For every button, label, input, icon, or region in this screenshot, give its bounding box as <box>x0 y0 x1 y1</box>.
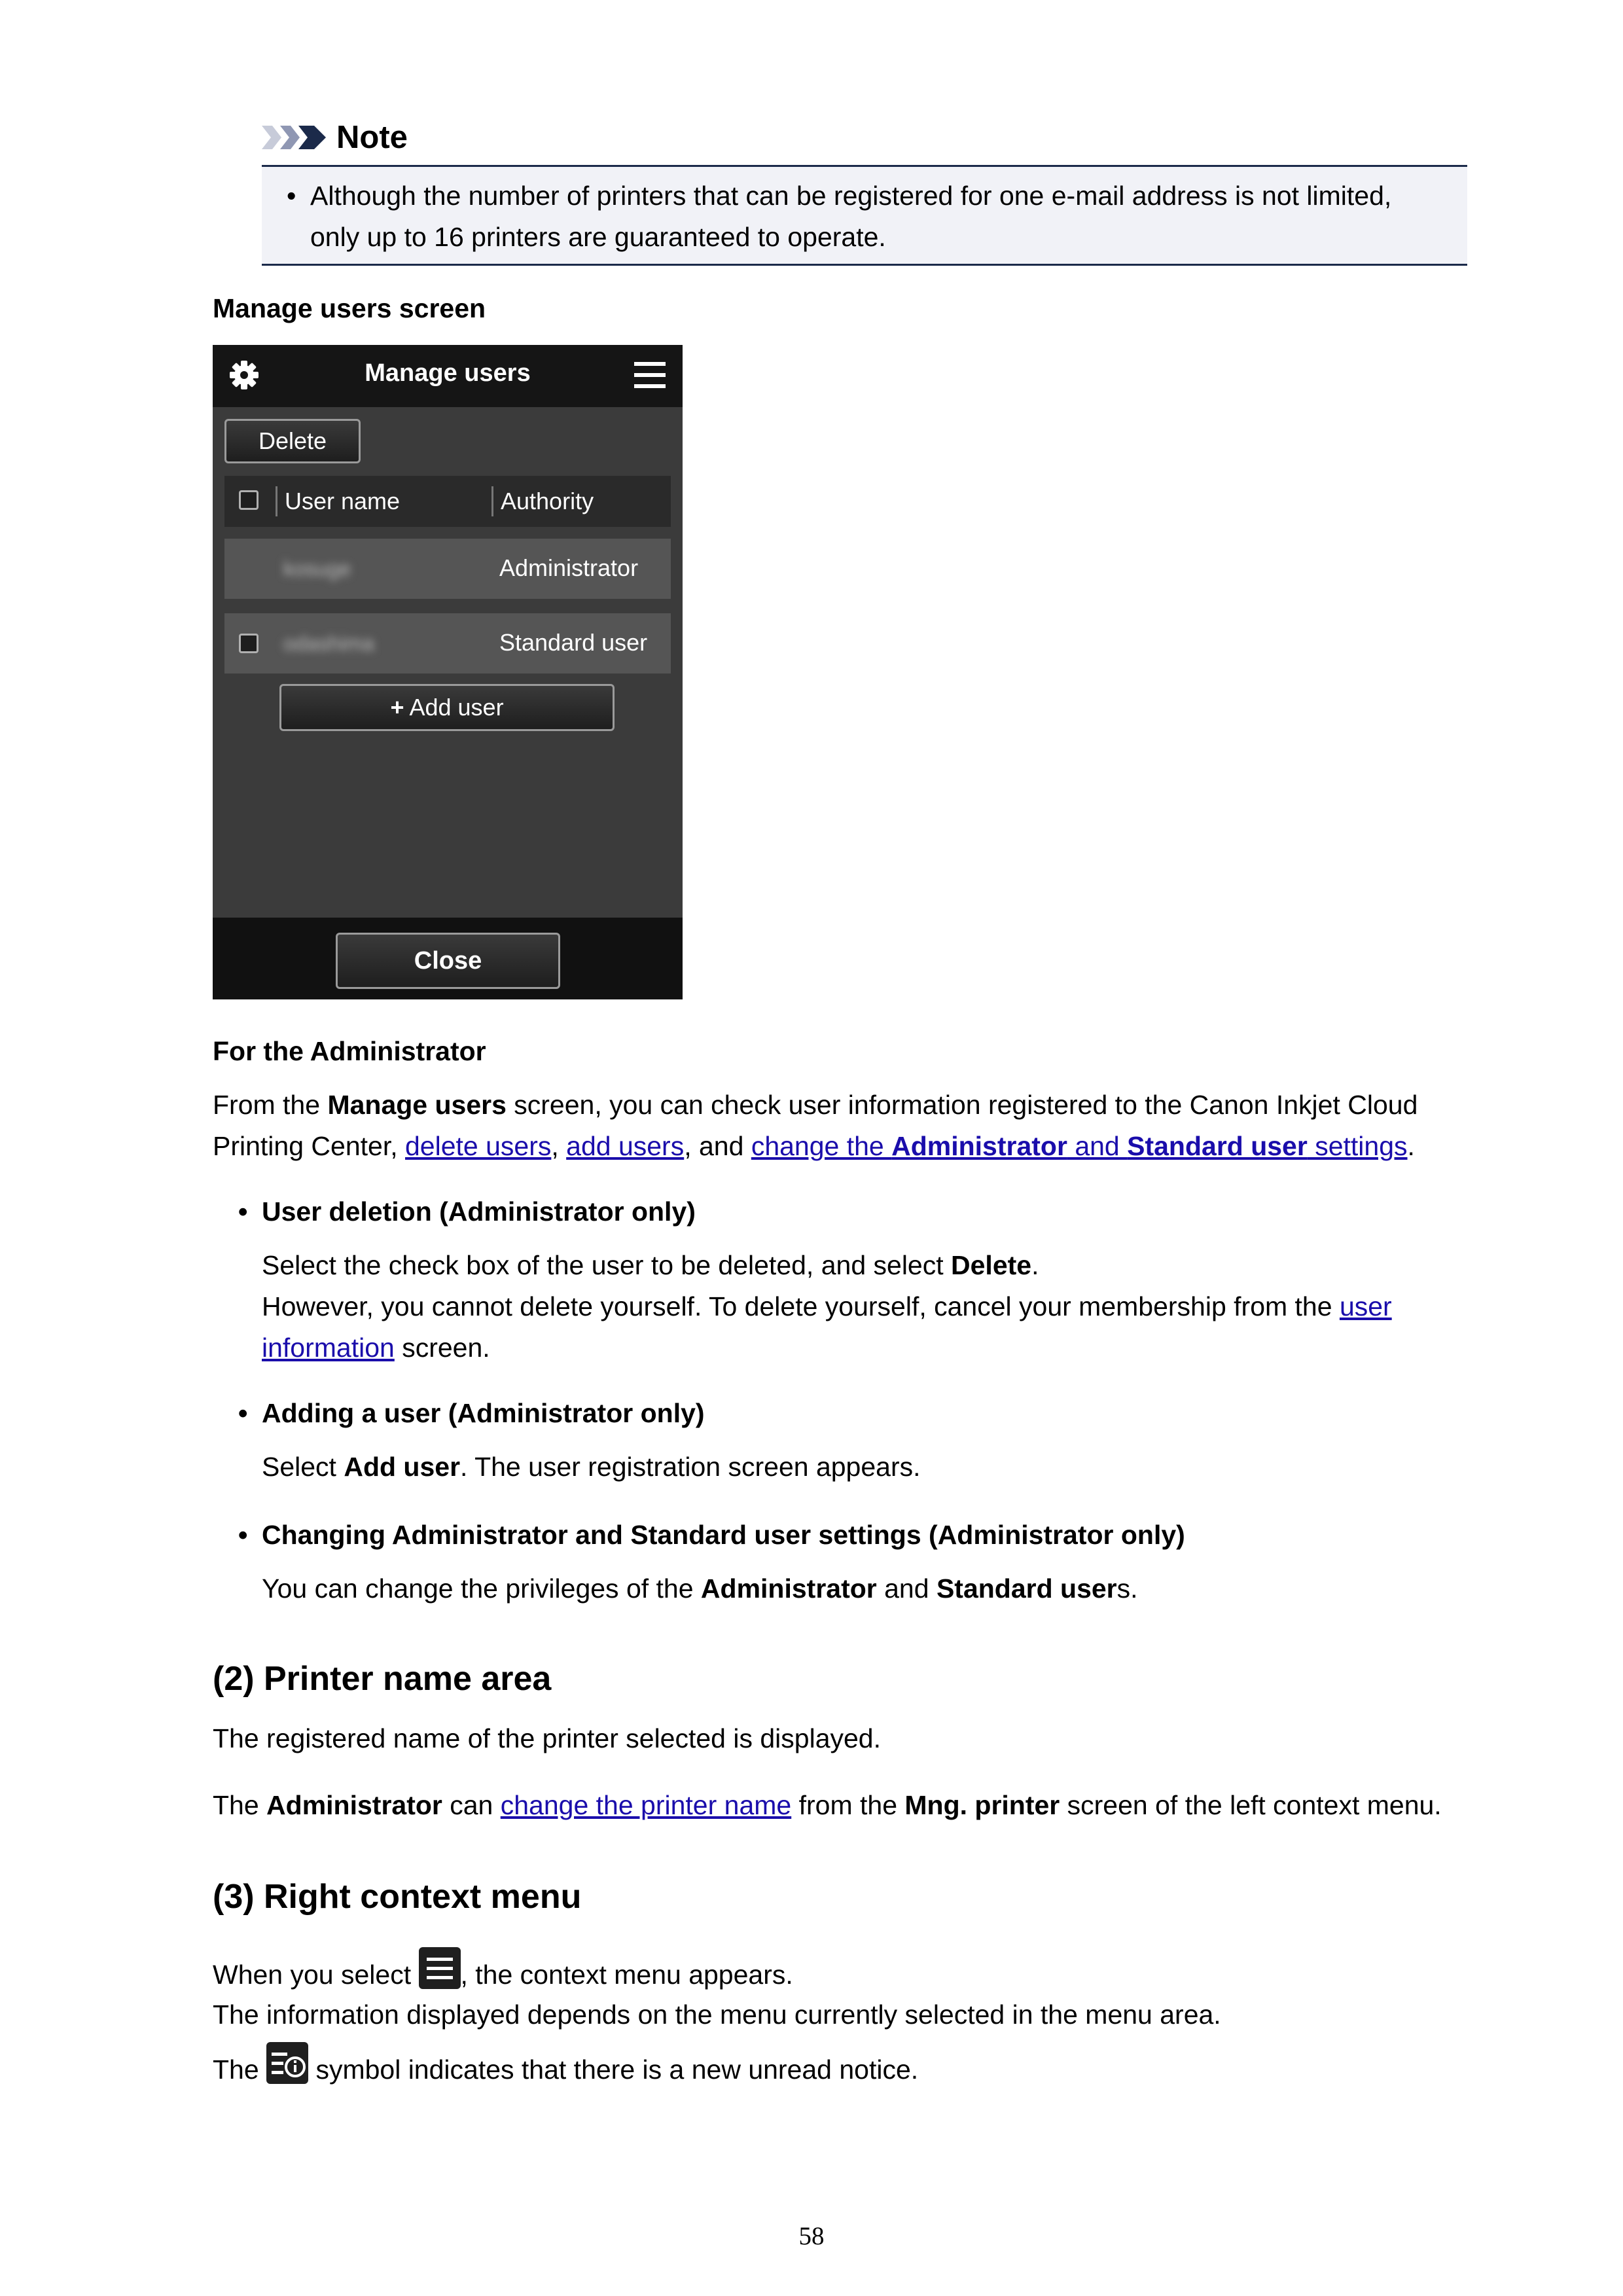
manage-users-heading: Manage users screen <box>213 293 486 323</box>
text: and <box>876 1573 936 1604</box>
column-divider <box>491 486 493 516</box>
text: screen. <box>394 1333 490 1363</box>
note-header <box>262 118 408 157</box>
text: . <box>1407 1131 1415 1161</box>
row-checkbox[interactable] <box>239 634 259 653</box>
column-header-user-name: User name <box>285 488 401 514</box>
authority-cell: Standard user <box>499 629 648 656</box>
plus-icon: + <box>390 694 404 721</box>
section-heading-printer-name-area: (2) Printer name area <box>213 1660 552 1698</box>
change-printer-name-link[interactable]: change the printer name <box>500 1790 792 1820</box>
add-user-label: Add user <box>409 694 504 721</box>
screen-title: Manage users <box>365 359 531 387</box>
blurred-user-name: odashima <box>283 632 374 655</box>
text: The <box>213 2054 267 2085</box>
text: screen, you can check user information registered to the Canon Inkjet Cloud <box>506 1090 1418 1120</box>
bullet-dot: • <box>238 1196 248 1227</box>
text-bold: Administrator <box>700 1573 877 1604</box>
change-settings-link[interactable] <box>751 1131 1408 1161</box>
note-box <box>262 165 1467 266</box>
note-line: Although the number of printers that can be registered for one e-mail address is not limited, <box>310 181 1392 211</box>
blurred-user-name: kosuge <box>283 557 351 581</box>
bullet-title-user-deletion <box>238 1191 1472 1232</box>
text-bold: Mng. printer <box>904 1790 1060 1820</box>
text-bold: Standard user <box>936 1573 1117 1604</box>
delete-button[interactable]: Delete <box>224 419 361 463</box>
close-button[interactable]: Close <box>336 933 560 989</box>
text: You can change the privileges of the <box>262 1573 701 1604</box>
bullet-body-user-deletion <box>262 1245 1472 1369</box>
text: Adding a user (Administrator only) <box>262 1398 705 1428</box>
bullet-dot: • <box>238 1520 248 1550</box>
screen-title-bar <box>213 345 683 407</box>
text-bold: Administrator <box>266 1790 442 1820</box>
select-all-checkbox[interactable] <box>239 490 259 510</box>
text: Changing Administrator and Standard user settings (Administrator only) <box>262 1520 1185 1550</box>
text: . The user registration screen appears. <box>460 1452 921 1482</box>
link-text: settings <box>1307 1131 1408 1161</box>
text: Select the check box of the user to be deleted, and select <box>262 1250 952 1280</box>
text: When you select <box>213 1960 419 1990</box>
link-text: information <box>262 1333 395 1363</box>
note-item <box>287 175 1462 258</box>
admin-paragraph <box>213 1085 1469 1167</box>
bullet-dot: • <box>287 181 296 211</box>
menu-icon <box>419 1947 461 1989</box>
link-text-bold: Administrator <box>891 1131 1067 1161</box>
link-text-bold: Standard user <box>1127 1131 1308 1161</box>
text: Printing Center, <box>213 1131 405 1161</box>
user-table-header <box>224 476 671 527</box>
text: can <box>442 1790 501 1820</box>
add-users-link[interactable]: add users <box>566 1131 685 1161</box>
column-header-authority: Authority <box>501 488 594 514</box>
text-bold: Add user <box>344 1452 461 1482</box>
unread-notice-icon <box>266 2042 308 2084</box>
text: Select <box>262 1452 344 1482</box>
note-title: Note <box>336 120 408 155</box>
text: s. <box>1116 1573 1138 1604</box>
printer-name-paragraph: The registered name of the printer selected is displayed. <box>213 1723 881 1753</box>
bullet-title-changing-settings <box>238 1515 1472 1556</box>
note-line: only up to 16 printers are guaranteed to operate. <box>310 222 886 252</box>
bullet-body-changing-settings <box>262 1568 1472 1609</box>
printer-name-admin-paragraph <box>213 1785 1469 1826</box>
text-bold: Delete <box>951 1250 1032 1280</box>
bullet-title-adding-user <box>238 1393 1472 1434</box>
add-user-button[interactable] <box>279 684 615 731</box>
section-heading-right-context-menu: (3) Right context menu <box>213 1878 582 1916</box>
manage-users-screenshot <box>213 345 683 999</box>
text: From the <box>213 1090 328 1120</box>
column-divider <box>276 486 277 516</box>
admin-heading: For the Administrator <box>213 1036 486 1066</box>
text: screen of the left context menu. <box>1060 1790 1442 1820</box>
text: . <box>1031 1250 1039 1280</box>
delete-users-link[interactable]: delete users <box>405 1131 552 1161</box>
link-text: user <box>1339 1291 1392 1321</box>
context-menu-line-2: The information displayed depends on the menu currently selected in the menu area. <box>213 2000 1221 2030</box>
bullet-dot: • <box>238 1398 248 1428</box>
text: , the context menu appears. <box>460 1960 793 1990</box>
note-arrows-icon <box>262 124 327 151</box>
link-text: change the <box>751 1131 892 1161</box>
text: User deletion (Administrator only) <box>262 1196 696 1227</box>
text: from the <box>791 1790 905 1820</box>
authority-cell: Administrator <box>499 554 639 581</box>
table-row[interactable] <box>224 539 671 599</box>
text: , and <box>684 1131 751 1161</box>
context-menu-line-3 <box>213 2042 1469 2090</box>
menu-icon[interactable] <box>632 357 668 393</box>
bullet-body-adding-user <box>262 1446 1472 1488</box>
table-row[interactable] <box>224 613 671 673</box>
text: , <box>551 1131 567 1161</box>
page-number: 58 <box>798 2222 825 2250</box>
text-bold: Manage users <box>327 1090 507 1120</box>
link-text: and <box>1067 1131 1128 1161</box>
text: However, you cannot delete yourself. To delete yourself, cancel your membership from the <box>262 1291 1340 1321</box>
text: The <box>213 1790 267 1820</box>
context-menu-line-1 <box>213 1947 1469 1996</box>
text: symbol indicates that there is a new unread notice. <box>308 2054 919 2085</box>
